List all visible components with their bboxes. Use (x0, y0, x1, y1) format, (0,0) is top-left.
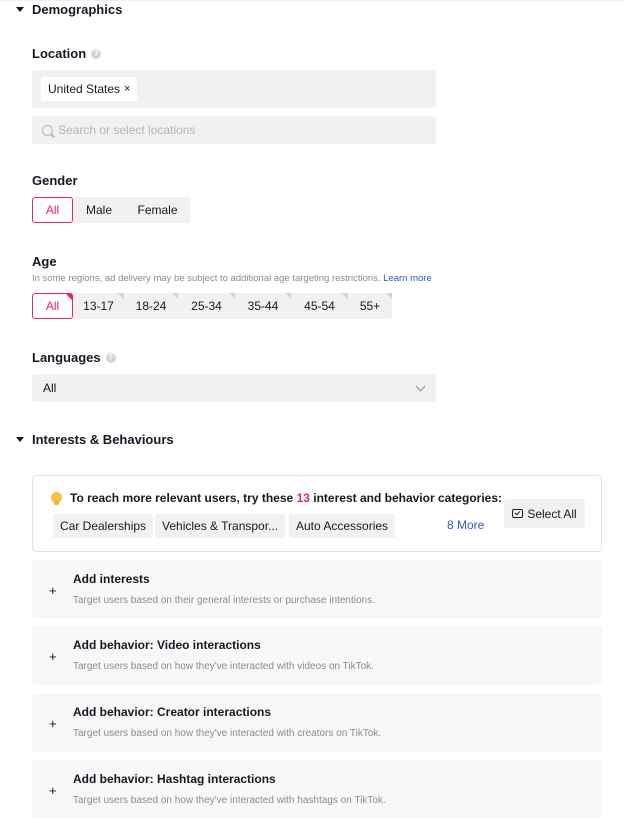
corner-marker (386, 293, 392, 299)
languages-select[interactable] (32, 374, 436, 402)
languages-label-text: Languages (32, 350, 101, 365)
age-option-all[interactable] (32, 293, 73, 319)
location-search-placeholder: Search or select locations (58, 123, 196, 137)
location-chip (41, 77, 137, 101)
select-all-icon (512, 509, 523, 518)
lightbulb-icon (51, 492, 62, 503)
suggestion-text (70, 491, 502, 505)
interests-section-toggle[interactable] (16, 432, 174, 447)
gender-option-label: Female (137, 203, 178, 217)
age-restriction-note (32, 273, 432, 284)
select-all-label: Select All (527, 506, 577, 521)
learn-more-link[interactable]: Learn more (383, 273, 432, 284)
category-chip-label: Auto Accessories (296, 519, 389, 533)
add-interests-card[interactable] (32, 560, 602, 619)
plus-icon: + (49, 583, 57, 598)
age-option-25-34[interactable] (178, 293, 235, 319)
gender-option-all[interactable] (32, 197, 73, 223)
caret-down-icon (16, 437, 24, 442)
demographics-section-toggle[interactable] (16, 2, 122, 17)
age-option-label: 55+ (359, 299, 381, 313)
search-icon (42, 125, 53, 136)
corner-marker (66, 294, 72, 300)
caret-down-icon (16, 7, 24, 12)
card-title: Add behavior: Video interactions (73, 638, 261, 652)
card-title: Add behavior: Hashtag interactions (73, 772, 276, 786)
add-creator-interactions-card[interactable] (32, 693, 602, 752)
suggestion-suffix: interest and behavior categories: (313, 491, 502, 505)
gender-option-female[interactable] (125, 197, 190, 223)
gender-segmented-control (32, 197, 190, 223)
location-label (32, 46, 101, 61)
location-label-text: Location (32, 46, 87, 61)
card-description: Target users based on how they've interacted with creators on TikTok. (73, 728, 382, 739)
age-option-label: All (45, 299, 60, 313)
gender-option-male[interactable] (73, 197, 125, 223)
suggestion-panel (32, 475, 602, 552)
location-search-input[interactable] (32, 116, 436, 144)
help-icon[interactable]: ? (106, 353, 116, 363)
card-description: Target users based on their general interests or purchase intentions. (73, 595, 375, 606)
gender-option-label: Male (85, 203, 112, 217)
add-hashtag-interactions-card[interactable] (32, 760, 602, 819)
age-note-text: In some regions, ad delivery may be subject to additional age targeting restrictions. (32, 273, 381, 284)
location-selected-box (32, 70, 436, 108)
suggestion-count: 13 (296, 491, 310, 505)
age-option-label: 45-54 (304, 299, 335, 313)
close-icon[interactable]: × (124, 83, 131, 95)
age-option-13-17[interactable] (73, 293, 124, 319)
chevron-down-icon (416, 382, 426, 392)
card-title: Add behavior: Creator interactions (73, 705, 272, 719)
top-divider (0, 0, 624, 1)
age-option-18-24[interactable] (124, 293, 178, 319)
age-option-label: 35-44 (247, 299, 279, 313)
age-option-label: 18-24 (135, 299, 167, 313)
help-icon[interactable]: ? (91, 49, 101, 59)
age-option-55-plus[interactable] (348, 293, 392, 319)
languages-label (32, 350, 116, 365)
card-description: Target users based on how they've interacted with videos on TikTok. (73, 661, 374, 672)
category-chip-car-dealerships[interactable] (53, 514, 153, 538)
age-label: Age (32, 254, 57, 269)
gender-label: Gender (32, 173, 78, 188)
category-chip-label: Car Dealerships (60, 519, 147, 533)
category-chip-label: Vehicles & Transpor... (162, 519, 279, 533)
age-option-35-44[interactable] (235, 293, 291, 319)
category-chip-vehicles[interactable] (155, 514, 285, 538)
age-option-label: 25-34 (191, 299, 222, 313)
card-title: Add interests (73, 572, 150, 586)
plus-icon: + (49, 783, 57, 798)
age-option-label: 13-17 (83, 299, 114, 313)
interests-title: Interests & Behaviours (32, 432, 174, 447)
age-option-45-54[interactable] (291, 293, 348, 319)
location-chip-label: United States (48, 82, 121, 96)
demographics-title: Demographics (32, 2, 123, 17)
select-all-button[interactable] (504, 499, 585, 528)
card-description: Target users based on how they've interacted with hashtags on TikTok. (73, 795, 386, 806)
gender-option-label: All (45, 203, 60, 217)
plus-icon: + (49, 716, 57, 731)
suggestion-prefix: To reach more relevant users, try these (70, 491, 294, 505)
add-video-interactions-card[interactable] (32, 626, 602, 685)
more-categories-link[interactable]: 8 More (447, 518, 485, 532)
category-chip-auto-accessories[interactable] (289, 514, 395, 538)
languages-value: All (43, 381, 57, 395)
age-segmented-control (32, 293, 392, 319)
plus-icon: + (49, 649, 57, 664)
